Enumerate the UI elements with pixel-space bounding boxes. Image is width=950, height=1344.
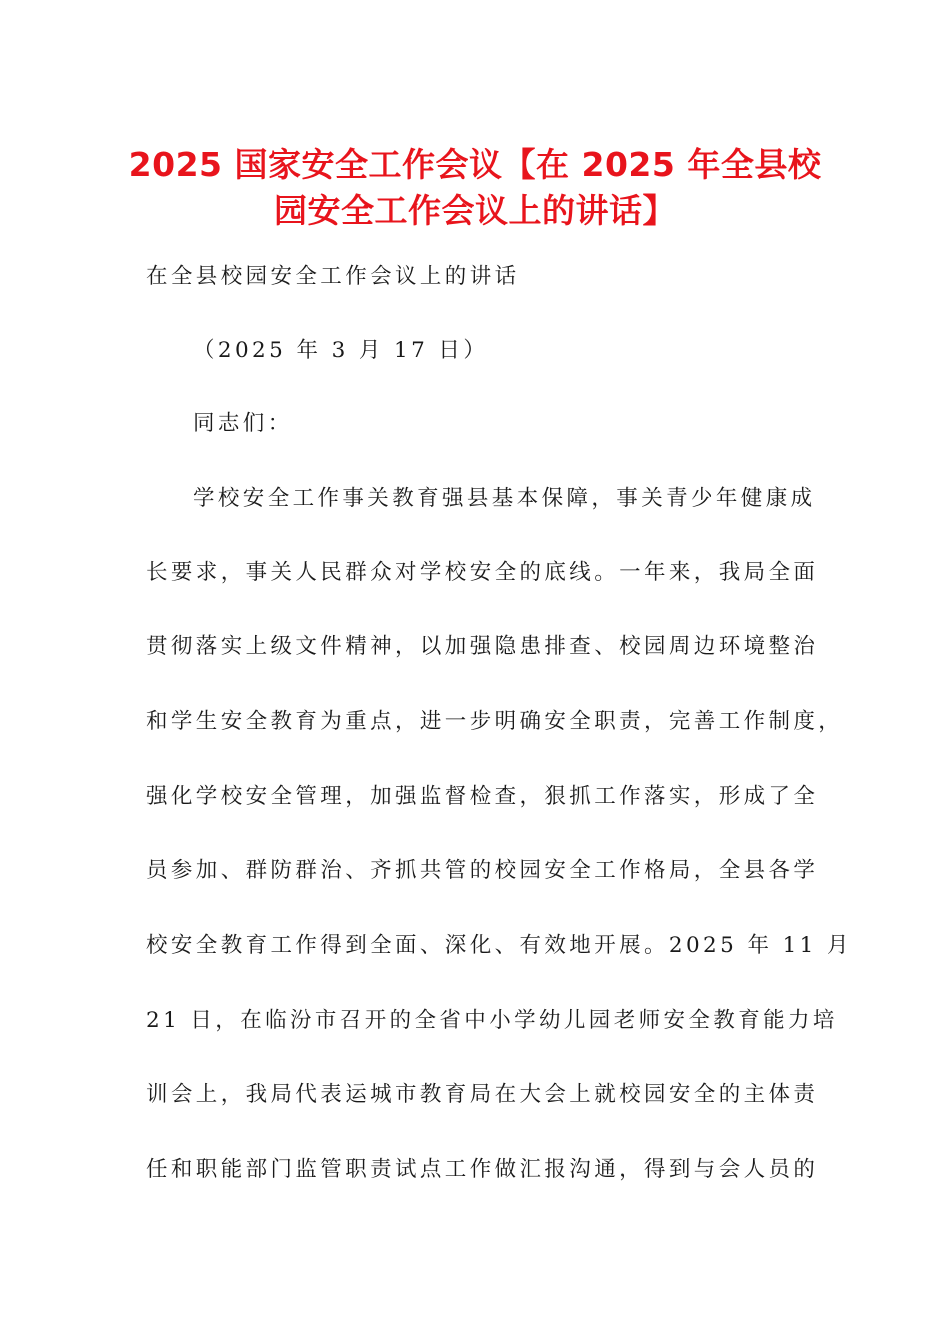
body-line: 员参加、群防群治、齐抓共管的校园安全工作格局，全县各学 xyxy=(146,858,819,883)
body-line: 训会上，我局代表运城市教育局在大会上就校园安全的主体责 xyxy=(146,1082,819,1107)
body-line: 学校安全工作事关教育强县基本保障，事关青少年健康成 xyxy=(193,486,816,511)
body-line: 和学生安全教育为重点，进一步明确安全职责，完善工作制度， xyxy=(146,709,844,734)
body-line: 强化学校安全管理，加强监督检查，狠抓工作落实，形成了全 xyxy=(146,784,819,809)
body-line: 校安全教育工作得到全面、深化、有效地开展。2025 年 11 月 xyxy=(146,933,852,958)
body-line: 21 日，在临汾市召开的全省中小学幼儿园老师安全教育能力培 xyxy=(146,1008,838,1033)
body-line: 任和职能部门监管职责试点工作做汇报沟通，得到与会人员的 xyxy=(146,1157,819,1182)
body-line: 贯彻落实上级文件精神，以加强隐患排查、校园周边环境整治 xyxy=(146,634,819,659)
body-line: 长要求，事关人民群众对学校安全的底线。一年来，我局全面 xyxy=(146,560,819,585)
document-subtitle: 在全县校园安全工作会议上的讲话 xyxy=(146,264,520,289)
document-title: 2025 国家安全工作会议【在 2025 年全县校园安全工作会议上的讲话】 xyxy=(128,145,822,230)
salutation: 同志们： xyxy=(193,411,293,436)
speech-date: （2025 年 3 月 17 日） xyxy=(193,338,489,363)
